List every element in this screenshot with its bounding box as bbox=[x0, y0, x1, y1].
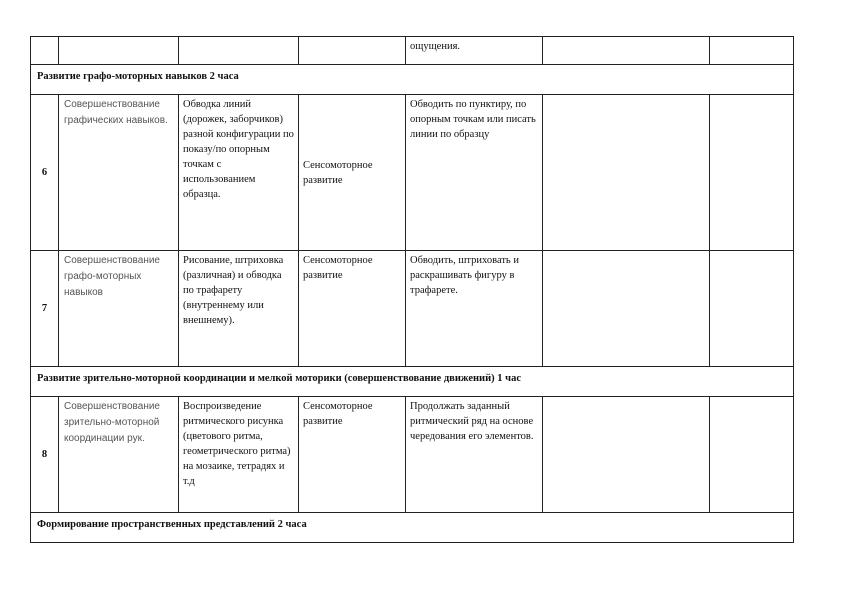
table-cell-content: Рисование, штриховка (различная) и обводка по трафарету (внутреннему или внешнему). bbox=[179, 251, 299, 367]
table-cell-activity: Продолжать заданный ритмический ряд на основе чередования его элементов. bbox=[406, 397, 543, 513]
table-row bbox=[31, 95, 794, 251]
section-row bbox=[31, 65, 794, 95]
table-cell-activity: ощущения. bbox=[406, 37, 543, 65]
table-cell bbox=[179, 37, 299, 65]
row-number: 6 bbox=[31, 95, 59, 251]
row-number: 8 bbox=[31, 397, 59, 513]
table-cell bbox=[710, 397, 794, 513]
table-cell-topic: Совершенствование зрительно-моторной координации рук. bbox=[59, 397, 179, 513]
section-heading: Развитие зрительно-моторной координации и мелкой моторики (совершенствование движений) 1 час bbox=[31, 367, 794, 397]
table-row bbox=[31, 397, 794, 513]
table-row bbox=[31, 37, 794, 65]
table-cell bbox=[710, 37, 794, 65]
section-row bbox=[31, 513, 794, 543]
table-cell-topic: Совершенствование графических навыков. bbox=[59, 95, 179, 251]
table-cell bbox=[543, 95, 710, 251]
table-row bbox=[31, 251, 794, 367]
table-cell-activity: Обводить по пунктиру, по опорным точкам или писать линии по образцу bbox=[406, 95, 543, 251]
table-cell-area: Сенсомоторное развитие bbox=[299, 397, 406, 513]
table-cell bbox=[543, 397, 710, 513]
table-cell-topic: Совершенствование графо-моторных навыков bbox=[59, 251, 179, 367]
section-row bbox=[31, 367, 794, 397]
section-heading: Формирование пространственных представлений 2 часа bbox=[31, 513, 794, 543]
row-number: 7 bbox=[31, 251, 59, 367]
lesson-plan-table bbox=[30, 36, 794, 543]
table-cell-area: Сенсомоторное развитие bbox=[299, 251, 406, 367]
table-cell bbox=[543, 251, 710, 367]
table-cell bbox=[710, 95, 794, 251]
table-cell bbox=[59, 37, 179, 65]
table-cell bbox=[710, 251, 794, 367]
table-cell bbox=[31, 37, 59, 65]
table-cell-content: Обводка линий (дорожек, заборчиков) разной конфигурации по показу/по опорным точкам с использованием образца. bbox=[179, 95, 299, 251]
table-cell bbox=[543, 37, 710, 65]
table-cell-content: Воспроизведение ритмического рисунка (цветового ритма, геометрического ритма) на мозаике, тетрадях и т.д bbox=[179, 397, 299, 513]
section-heading: Развитие графо-моторных навыков 2 часа bbox=[31, 65, 794, 95]
table-cell bbox=[299, 37, 406, 65]
table-cell-area: Сенсомоторное развитие bbox=[299, 95, 406, 251]
document-page bbox=[30, 36, 793, 543]
table-cell-activity: Обводить, штриховать и раскрашивать фигуру в трафарете. bbox=[406, 251, 543, 367]
